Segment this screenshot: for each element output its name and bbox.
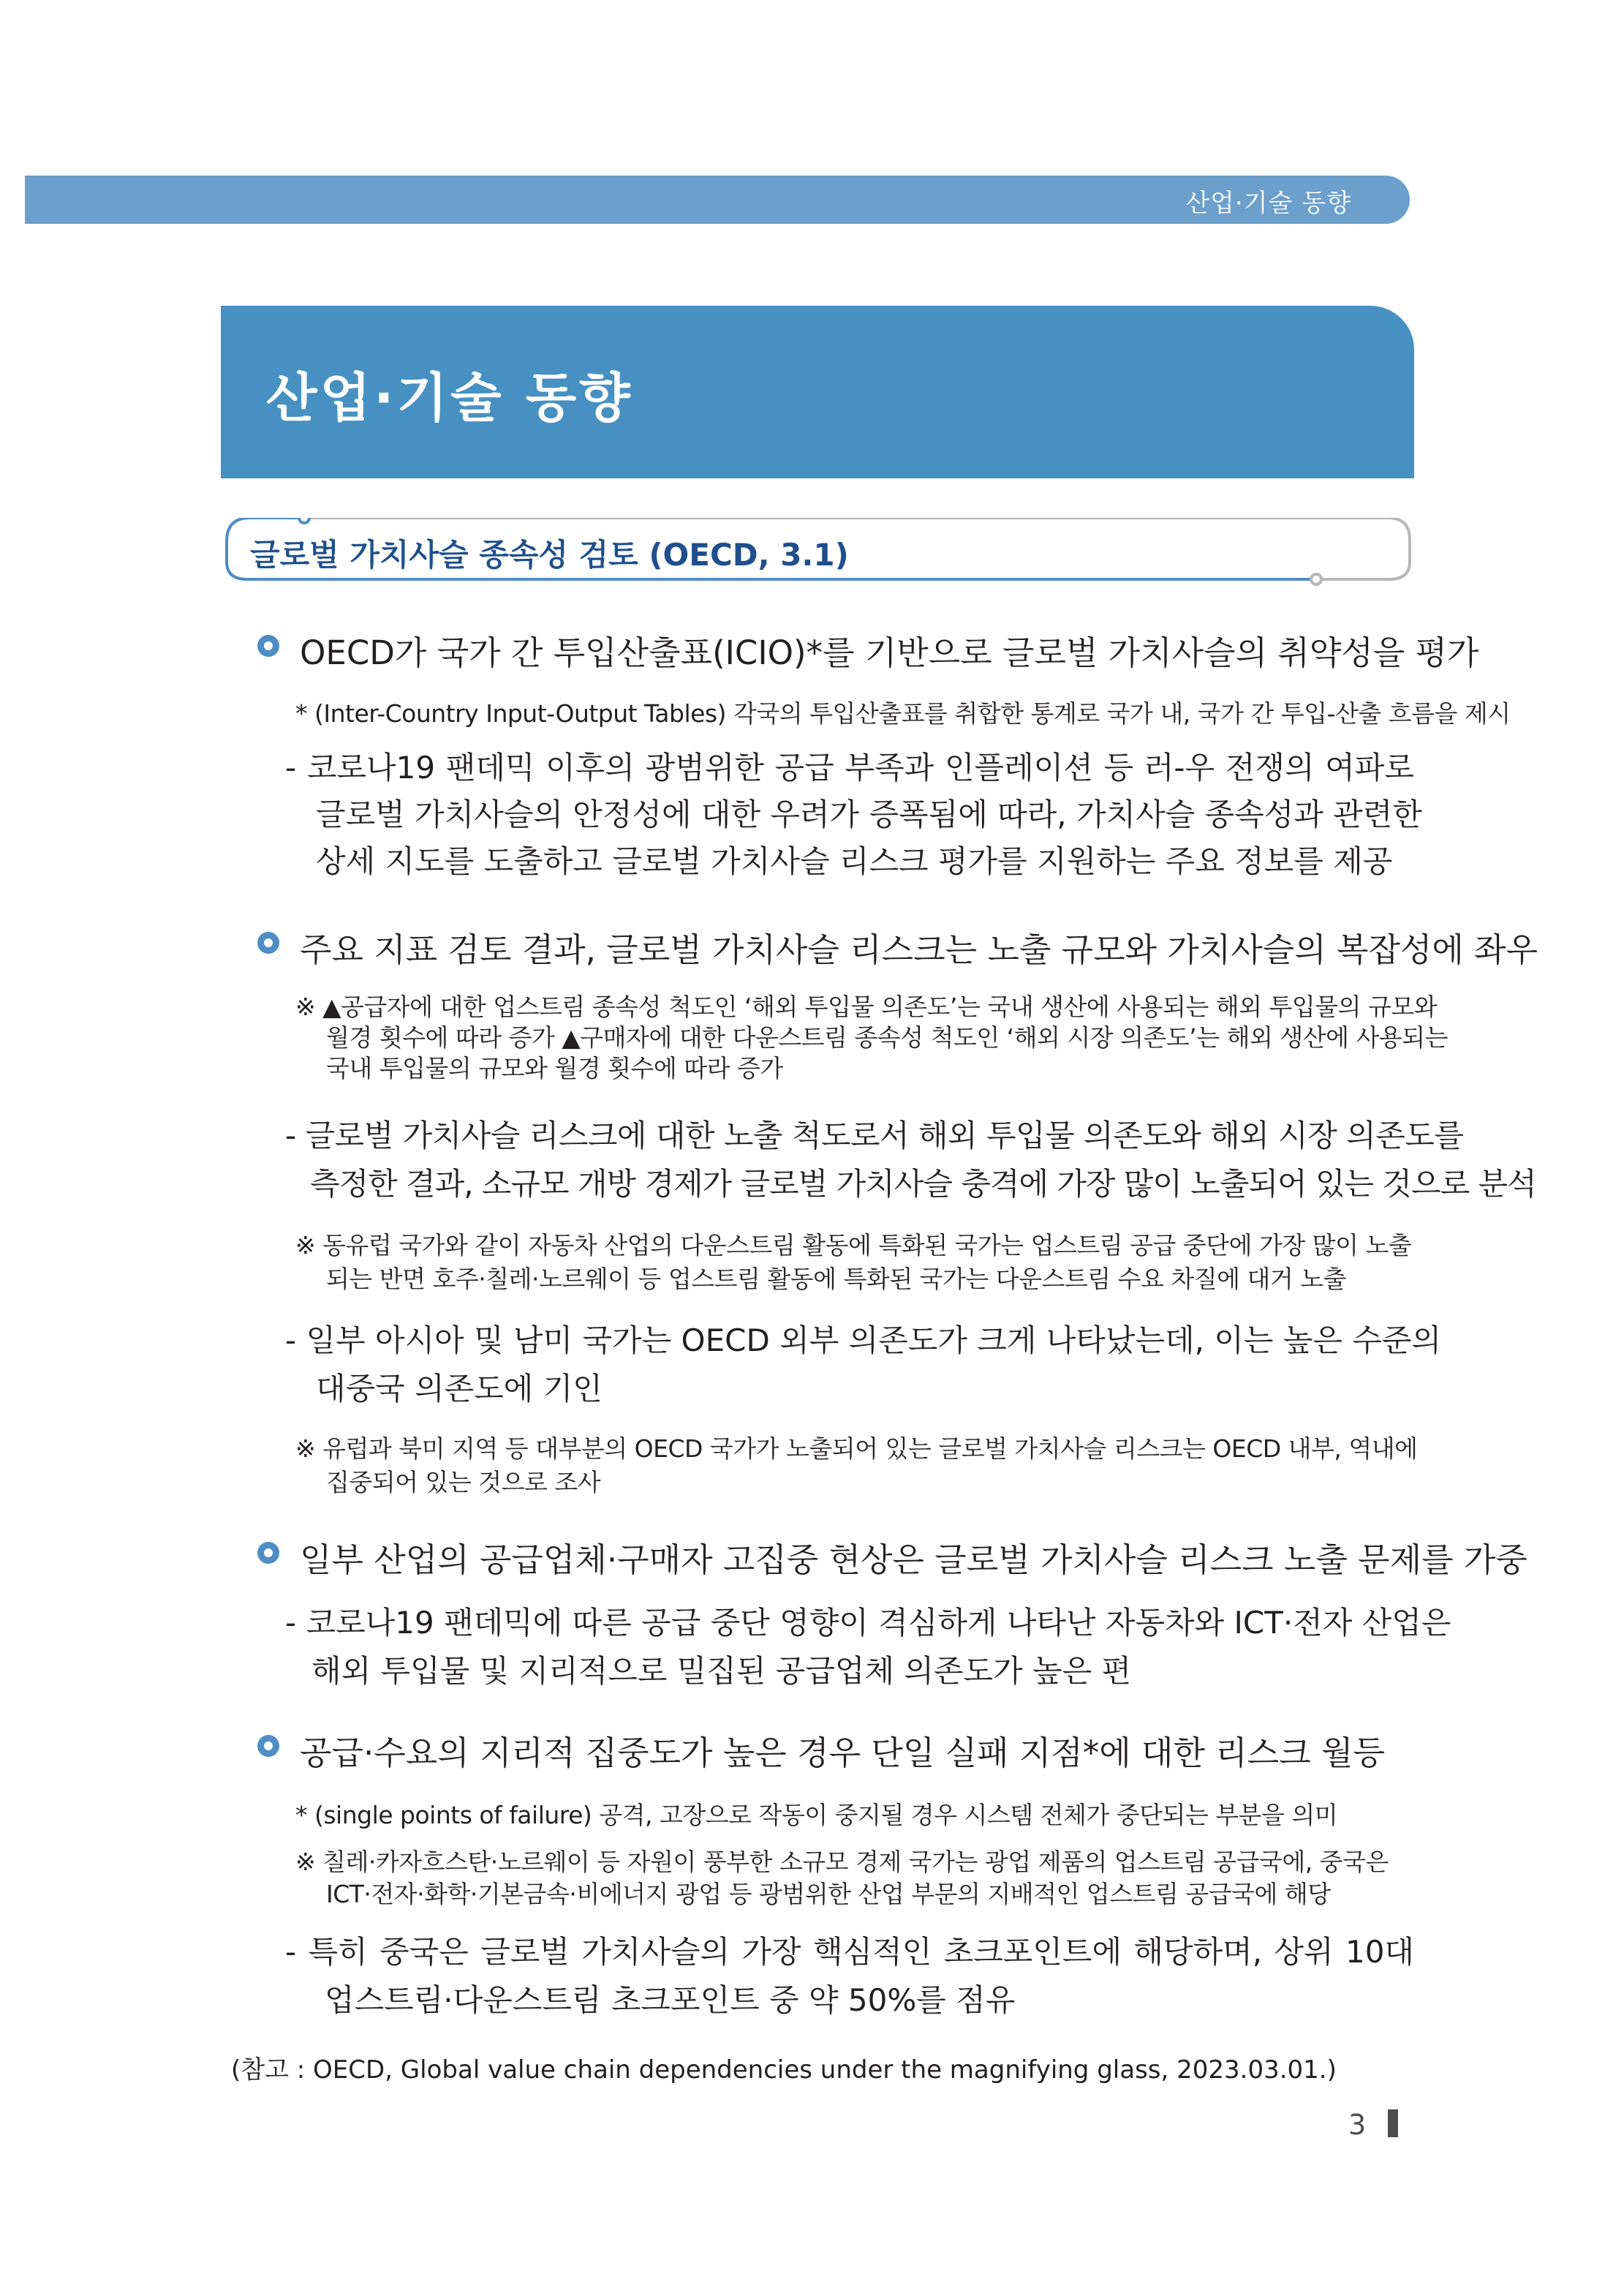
dash-line: 업스트림·다운스트림 초크포인트 중 약 50%를 점유 [325,1982,1016,2018]
bullet-text: 공급·수요의 지리적 집중도가 높은 경우 단일 실패 지점*에 대한 리스크 월등 [300,1733,1385,1772]
note-item [295,992,1448,1084]
dash-line: 글로벌 가치사슬의 안정성에 대한 우려가 증폭됨에 따라, 가치사슬 종속성과 관련한 [316,797,1422,832]
note-line: ICT·전자·화학·기본금속·비에너지 광업 등 광범위한 산업 부문의 지배적인 업스트림 공급국에 해당 [326,1880,1331,1908]
note-item [295,1229,1411,1296]
circle-bullet-icon [257,1735,279,1757]
dash-item [285,745,1422,885]
circle-bullet-icon [257,635,279,657]
note-line: ※ ▲공급자에 대한 업스트림 종속성 척도인 ‘해외 투입물 의존도’는 국내 생산에 사용되는 해외 투입물의 규모와 [295,993,1438,1021]
dash-line: 상세 지도를 도출하고 글로벌 가치사슬 리스크 평가를 지원하는 주요 정보를 제공 [316,843,1393,879]
note-line: 국내 투입물의 규모와 월경 횟수에 따라 증가 [326,1054,783,1083]
dash-item [285,1112,1536,1208]
note-line: 집중되어 있는 것으로 조사 [326,1468,601,1496]
dash-line: 대중국 의존도에 기인 [316,1371,603,1407]
dash-line: 측정한 결과, 소규모 개방 경제가 글로벌 가치사슬 충격에 가장 많이 노출되어 있는 것으로 분석 [310,1166,1536,1202]
header-band-label: 산업·기술 동향 [1185,189,1351,218]
dash-line: - 특히 중국은 글로벌 가치사슬의 가장 핵심적인 초크포인트에 해당하며, 상위 10대 [285,1934,1414,1970]
page-number: 3 [1348,2109,1367,2141]
note-item [295,1432,1418,1499]
bullet-text: 일부 산업의 공급업체·구매자 고집중 현상은 글로벌 가치사슬 리스크 노출 문제를 가중 [300,1540,1527,1579]
page-title: 산업·기술 동향 [266,367,633,429]
page-number-bar [1388,2109,1398,2137]
dash-item [285,1599,1451,1695]
footnote: * (single points of failure) 공격, 고장으로 작동이 중지될 경우 시스템 전체가 중단되는 부분을 의미 [295,1801,1338,1829]
circle-bullet-icon [257,1542,279,1564]
bullet-text: 주요 지표 검토 결과, 글로벌 가치사슬 리스크는 노출 규모와 가치사슬의 복잡성에 좌우 [300,930,1538,969]
note-item [295,1846,1389,1910]
dash-line: - 글로벌 가치사슬 리스크에 대한 노출 척도로서 해외 투입물 의존도와 해외 시장 의존도를 [285,1118,1464,1153]
circle-bullet-icon [257,932,279,954]
dash-item [285,1928,1414,2025]
dash-item [285,1317,1442,1413]
note-line: ※ 유럽과 북미 지역 등 대부분의 OECD 국가가 노출되어 있는 글로벌 가치사슬 리스크는 OECD 내부, 역내에 [295,1434,1418,1463]
note-line: 월경 횟수에 따라 증가 ▲구매자에 대한 다운스트림 종속성 척도인 ‘해외 시장 의존도’는 해외 생산에 사용되는 [326,1023,1448,1052]
bullet-text: OECD가 국가 간 투입산출표(ICIO)*를 기반으로 글로벌 가치사슬의 취약성을 평가 [300,633,1479,672]
dash-line: - 일부 아시아 및 남미 국가는 OECD 외부 의존도가 크게 나타났는데, 이는 높은 수준의 [285,1322,1442,1358]
dash-line: 해외 투입물 및 지리적으로 밀집된 공급업체 의존도가 높은 편 [311,1653,1132,1689]
section-heading: 글로벌 가치사슬 종속성 검토 (OECD, 3.1) [250,537,849,573]
section-heading-frame [221,518,1411,579]
header-band [25,176,1410,224]
title-box [221,306,1414,478]
dash-line: - 코로나19 팬데믹에 따른 공급 중단 영향이 격심하게 나타난 자동차와 ICT·전자 산업은 [285,1605,1451,1641]
note-line: 되는 반면 호주·칠레·노르웨이 등 업스트림 활동에 특화된 국가는 다운스트림 수요 차질에 대거 노출 [326,1265,1346,1293]
dash-line: - 코로나19 팬데믹 이후의 광범위한 공급 부족과 인플레이션 등 러-우 전쟁의 여파로 [285,750,1414,786]
note-line: ※ 칠레·카자흐스탄·노르웨이 등 자원이 풍부한 소규모 경제 국가는 광업 제품의 업스트림 공급국에, 중국은 [295,1848,1389,1876]
footnote: * (Inter-Country Input-Output Tables) 각국의 투입산출표를 취합한 통계로 국가 내, 국가 간 투입-산출 흐름을 제시 [295,699,1511,728]
note-line: ※ 동유럽 국가와 같이 자동차 산업의 다운스트림 활동에 특화된 국가는 업스트림 공급 중단에 가장 많이 노출 [295,1231,1412,1260]
reference-citation: (참고 : OECD, Global value chain dependencies under the magnifying glass, 2023.03.01.) [231,2055,1337,2085]
